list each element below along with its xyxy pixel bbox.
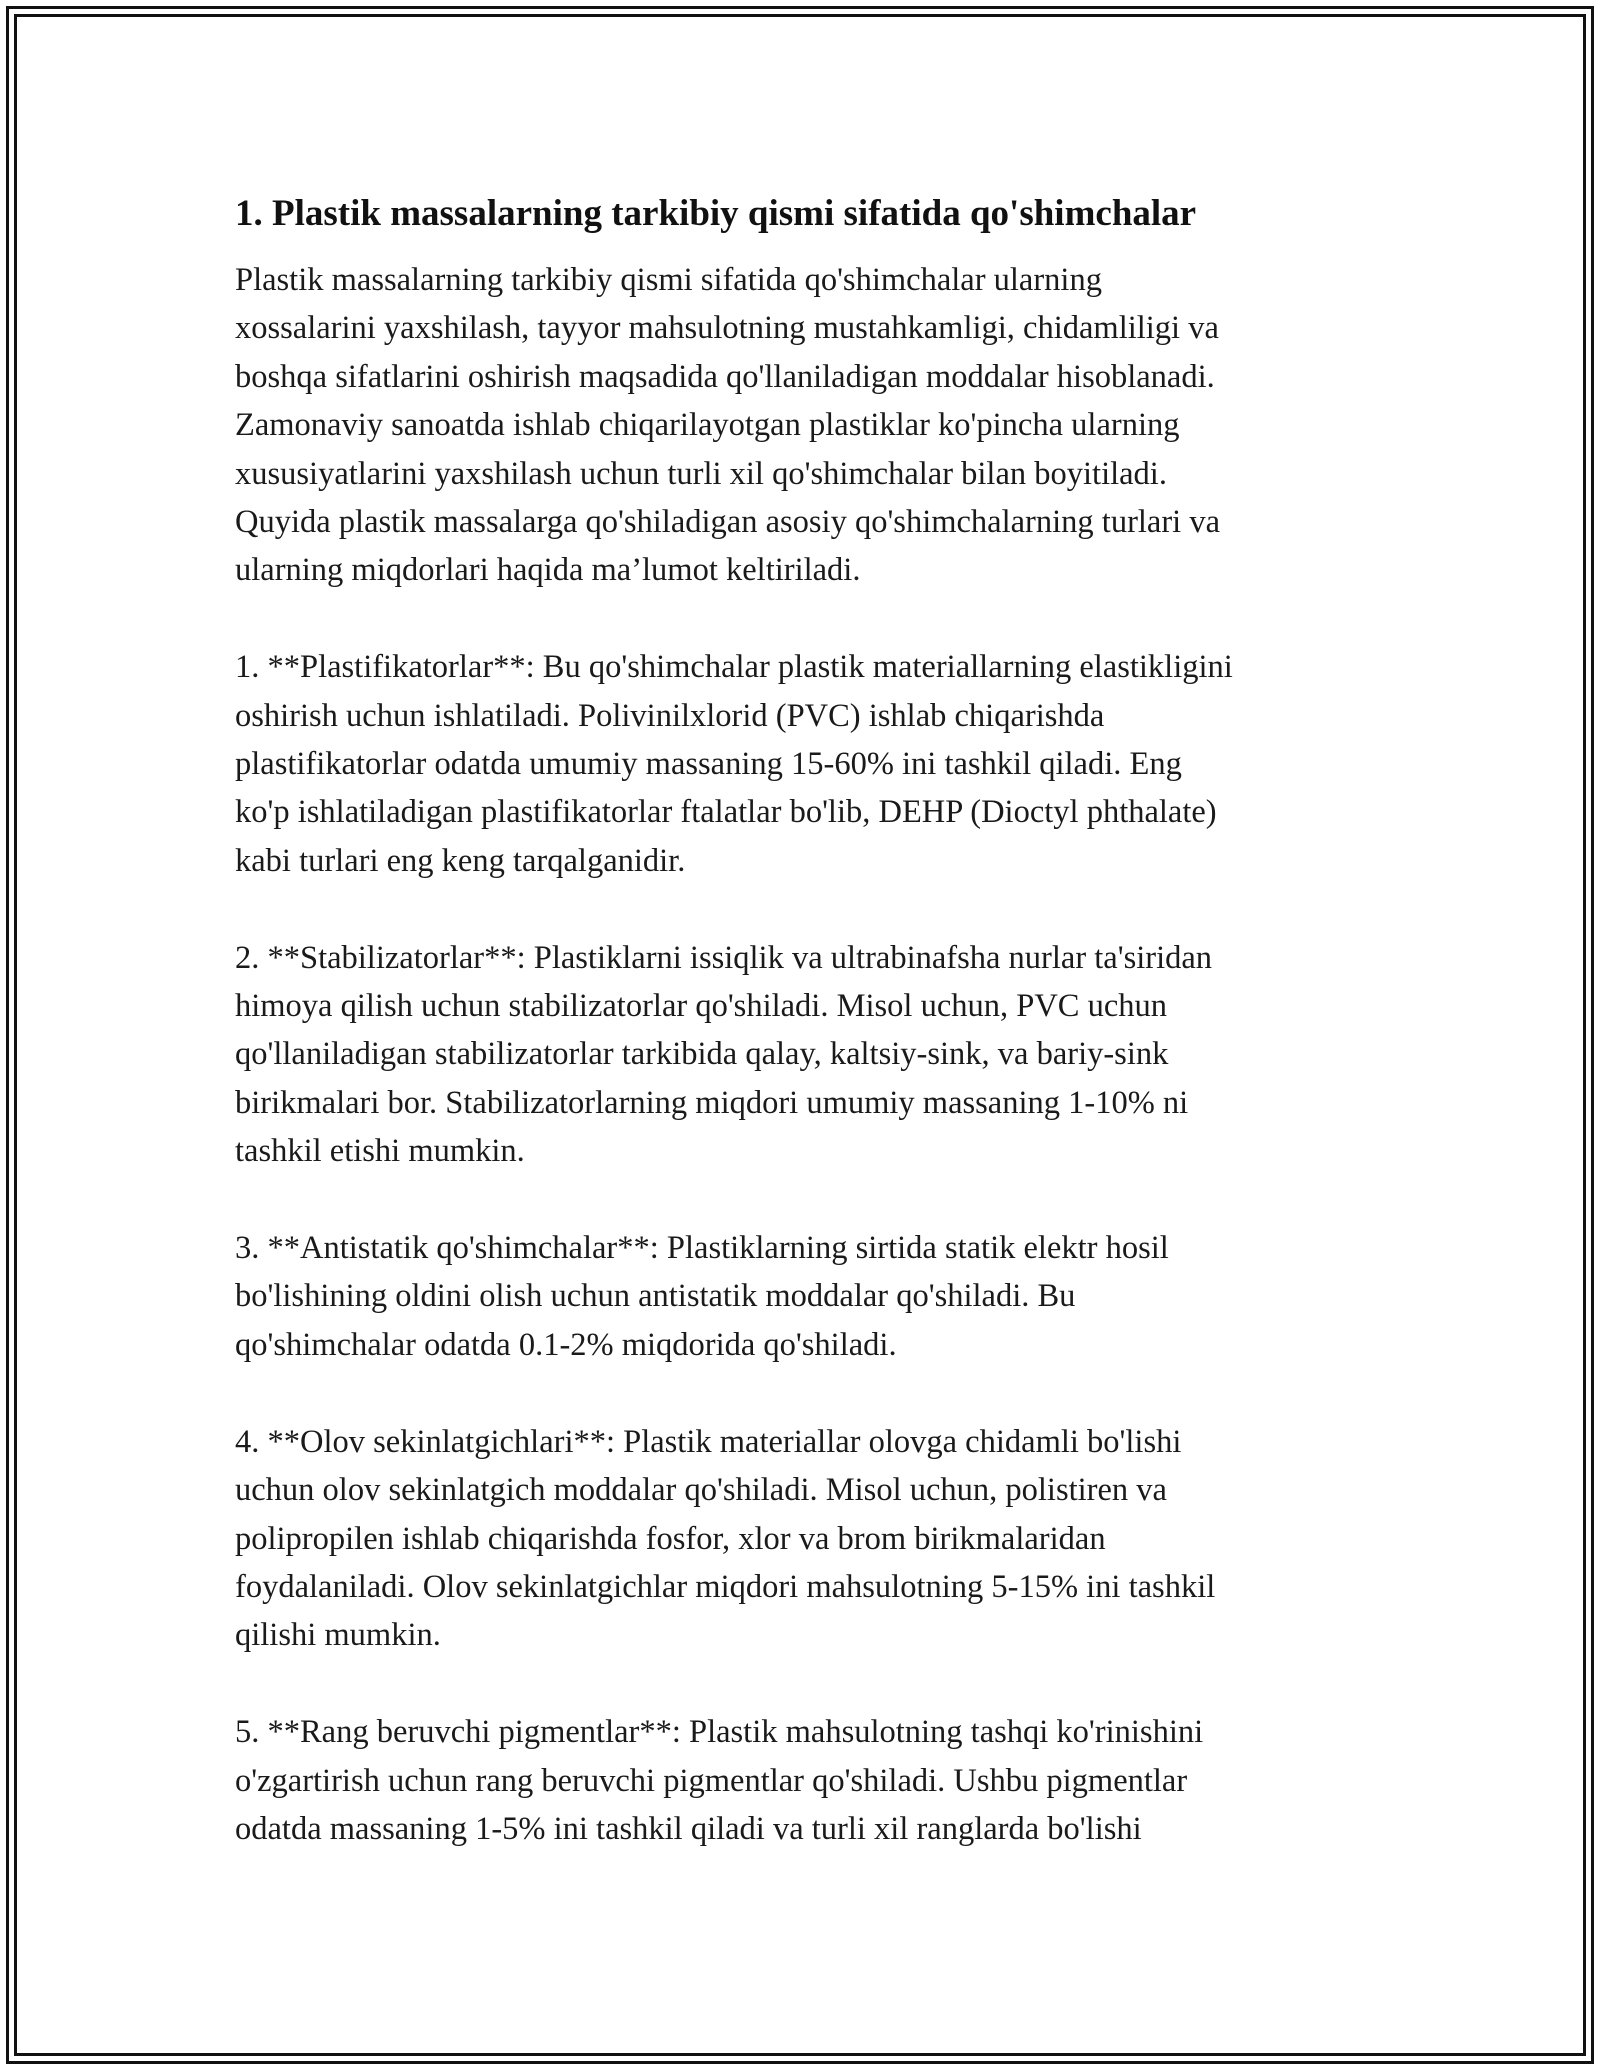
intro-paragraph: Plastik massalarning tarkibiy qismi sifatida qo'shimchalar ularning xossalarini yaxshilash, tayyor mahsulotning mustahkamligi, chidamliligi va boshqa sifatlarini oshirish maqsadida qo'llaniladigan moddalar hisoblanadi. Zamonaviy sanoatda ishlab chiqarilayotgan plastiklar ko'pincha ularning xususiyatlarini yaxshilash uchun turli xil qo'shimchalar bilan boyitiladi. Quyida plastik massalarga qo'shiladigan asosiy qo'shimchalarning turlari va ularning miqdorlari haqida ma’lumot keltiriladi. xyxy=(235,262,1220,589)
item-antistatik-paragraph: 3. **Antistatik qo'shimchalar**: Plastiklarning sirtida statik elektr hosil bo'lishining oldini olish uchun antistatik moddalar qo'shiladi. Bu qo'shimchalar odatda 0.1-2% miqdorida qo'shiladi. xyxy=(235,1230,1169,1363)
section-heading: 1. Plastik massalarning tarkibiy qismi sifatida qo'shimchalar xyxy=(235,193,1197,234)
item-stabilizatorlar-paragraph: 2. **Stabilizatorlar**: Plastiklarni issiqlik va ultrabinafsha nurlar ta'siridan himoya qilish uchun stabilizatorlar qo'shiladi. Misol uchun, PVC uchun qo'llaniladigan stabilizatorlar tarkibida qalay, kaltsiy-sink, va bariy-sink birikmalari bor. Stabilizatorlarning miqdori umumiy massaning 1-10% ni tashkil etishi mumkin. xyxy=(235,939,1213,1170)
item-plastifikatorlar-paragraph: 1. **Plastifikatorlar**: Bu qo'shimchalar plastik materiallarning elastikligini oshirish uchun ishlatiladi. Polivinilxlorid (PVC) ishlab chiqarishda plastifikatorlar odatda umumiy massaning 15-60% ini tashkil qiladi. Eng ko'p ishlatiladigan plastifikatorlar ftalatlar bo'lib, DEHP (Dioctyl phthalate) kabi turlari eng keng tarqalganidir. xyxy=(235,649,1233,879)
item-olov-sekinlatgichlari-paragraph: 4. **Olov sekinlatgichlari**: Plastik materiallar olovga chidamli bo'lishi uchun olov sekinlatgich moddalar qo'shiladi. Misol uchun, polistiren va polipropilen ishlab chiqarishda fosfor, xlor va brom birikmalaridan foydalaniladi. Olov sekinlatgichlar miqdori mahsulotning 5-15% ini tashkil qilishi mumkin. xyxy=(235,1423,1216,1654)
document-body xyxy=(235,190,1375,1853)
item-rang-beruvchi-pigmentlar-paragraph: 5. **Rang beruvchi pigmentlar**: Plastik mahsulotning tashqi ko'rinishini o'zgartirish uchun rang beruvchi pigmentlar qo'shiladi. Ushbu pigmentlar odatda massaning 1-5% ini tashkil qiladi va turli xil ranglarda bo'lishi xyxy=(235,1714,1204,1847)
